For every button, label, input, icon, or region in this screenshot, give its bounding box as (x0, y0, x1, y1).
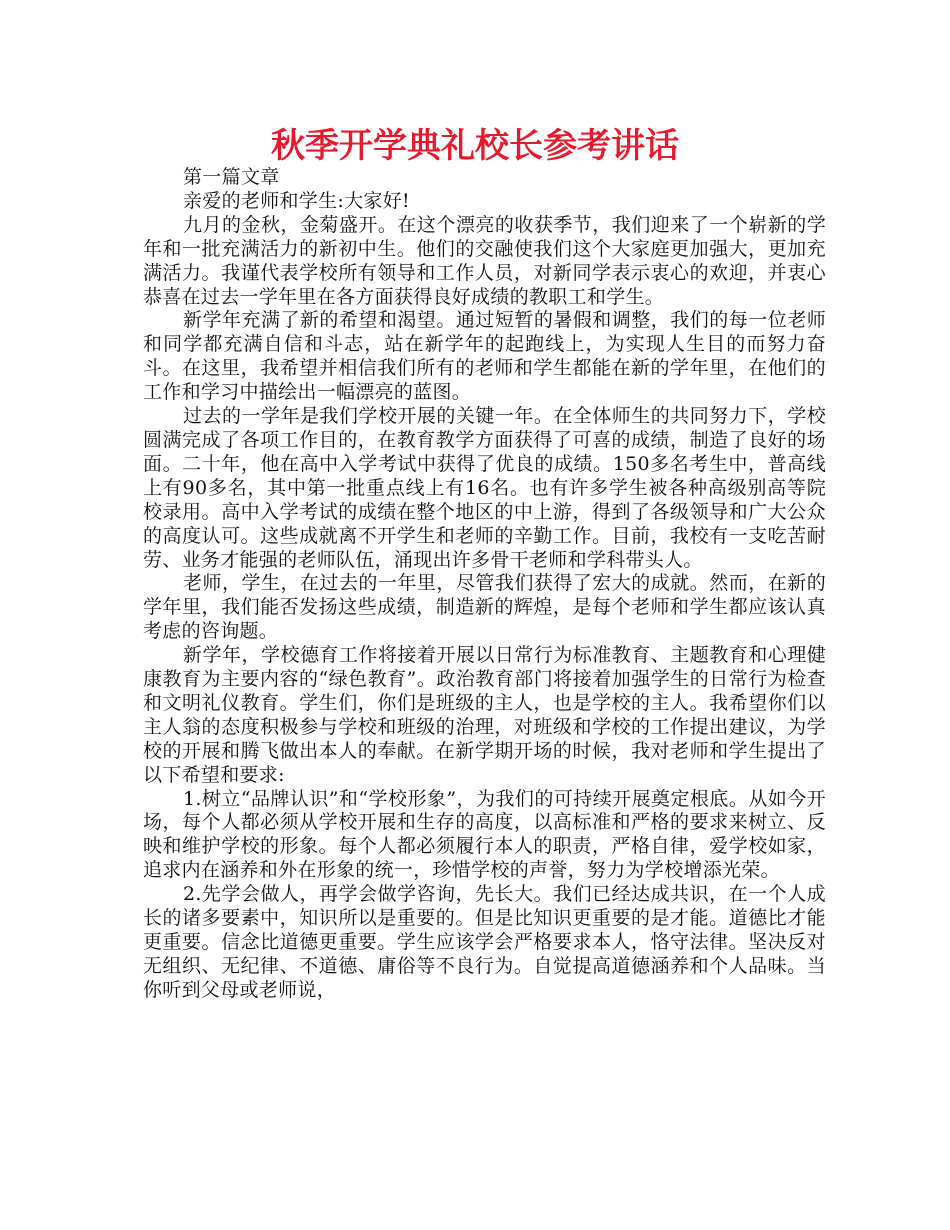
document-title: 秋季开学典礼校长参考讲话 (271, 126, 679, 166)
paragraph: 九月的金秋，金菊盛开。在这个漂亮的收获季节，我们迎来了一个崭新的学年和一批充满活力的新初中生。他们的交融使我们这个大家庭更加强大，更加充满活力。我谨代表学校所有领导和工作人员，对新同学表示衷心的欢迎，并衷心恭喜在过去一学年里在各方面获得良好成绩的教职工和学生。 (143, 213, 826, 308)
paragraph-list-item: 2.先学会做人，再学会做学咨询，先长大。我们已经达成共识，在一个人成长的诸多要素中，知识所以是重要的。但是比知识更重要的是才能。道德比才能更重要。信念比道德更重要。学生应该学会严格要求本人，恪守法律。坚决反对无组织、无纪律、不道德、庸俗等不良行为。自觉提高道德涵养和个人品味。当你听到父母或老师说， (143, 883, 826, 1001)
paragraph-greeting: 亲爱的老师和学生:大家好! (183, 189, 410, 212)
document-body (143, 166, 826, 1003)
paragraph: 过去的一学年是我们学校开展的关键一年。在全体师生的共同努力下，学校圆满完成了各项工作目的，在教育教学方面获得了可喜的成绩，制造了良好的场面。二十年，他在高中入学考试中获得了优良的成绩。150多名考生中，普高线上有90多名，其中第一批重点线上有16名。也有许多学生被各种高级别高等院校录用。高中入学考试的成绩在整个地区的中上游，得到了各级领导和广大公众的高度认可。这些成就离不开学生和老师的辛勤工作。目前，我校有一支吃苦耐劳、业务才能强的老师队伍，涌现出许多骨干老师和学科带头人。 (143, 405, 826, 571)
paragraph: 老师，学生，在过去的一年里，尽管我们获得了宏大的成就。然而，在新的学年里，我们能否发扬这些成绩，制造新的辉煌，是每个老师和学生都应该认真考虑的咨询题。 (143, 572, 826, 643)
paragraph: 新学年充满了新的希望和渴望。通过短暂的暑假和调整，我们的每一位老师和同学都充满自信和斗志，站在新学年的起跑线上，为实现人生目的而努力奋斗。在这里，我希望并相信我们所有的老师和学生都能在新的学年里，在他们的工作和学习中描绘出一幅漂亮的蓝图。 (143, 309, 826, 404)
paragraph: 新学年，学校德育工作将接着开展以日常行为标准教育、主题教育和心理健康教育为主要内容的“绿色教育”。政治教育部门将接着加强学生的日常行为检查和文明礼仪教育。学生们，你们是班级的主人，也是学校的主人。我希望你们以主人翁的态度积极参与学校和班级的治理，对班级和学校的工作提出建议，为学校的开展和腾飞做出本人的奉献。在新学期开场的时候，我对老师和学生提出了以下希望和要求: (143, 644, 826, 786)
paragraph-heading: 第一篇文章 (183, 166, 280, 188)
paragraph-list-item: 1.树立“品牌认识”和“学校形象”，为我们的可持续开展奠定根底。从如今开场，每个人都必须从学校开展和生存的高度，以高标准和严格的要求来树立、反映和维护学校的形象。每个人都必须履行本人的职责，严格自律，爱学校如家，追求内在涵养和外在形象的统一，珍惜学校的声誉，努力为学校增添光荣。 (143, 787, 826, 882)
